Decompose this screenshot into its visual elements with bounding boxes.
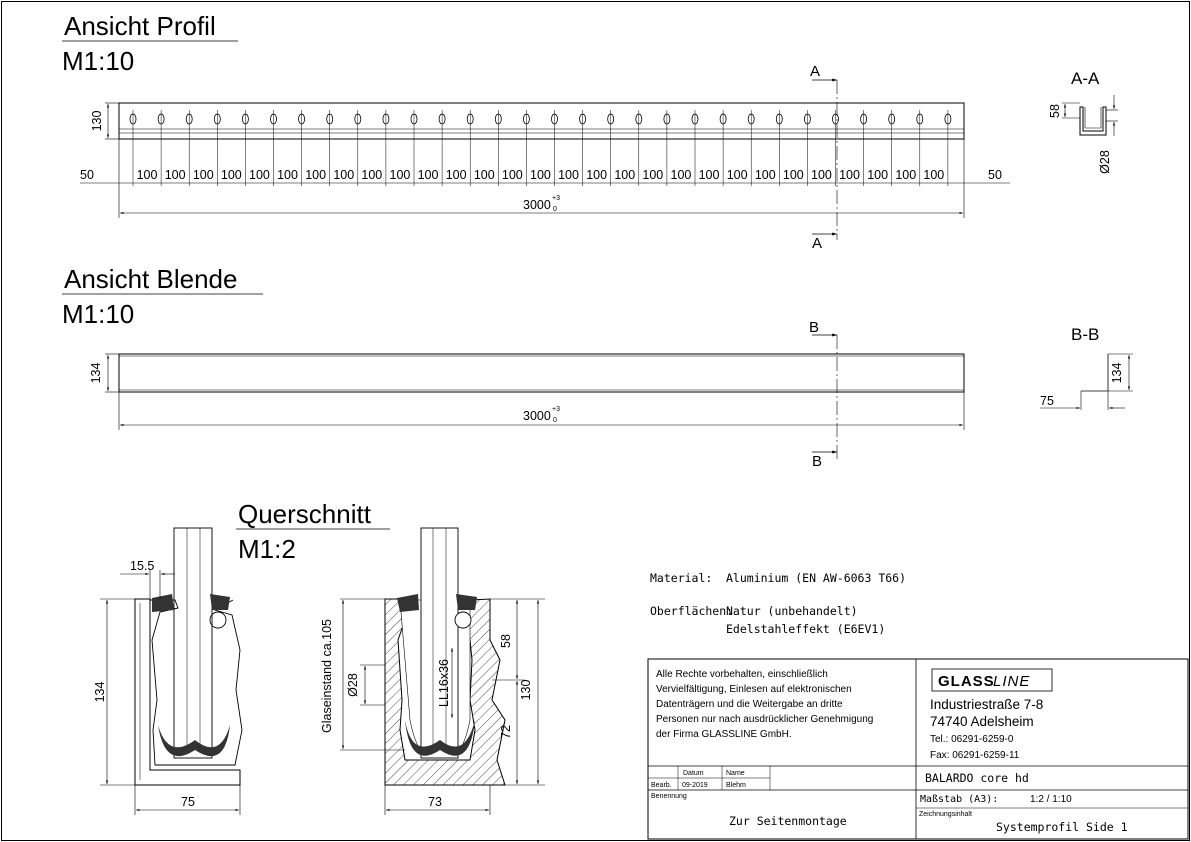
cross-left-drawing [100,528,242,815]
material-label: Material: [650,571,713,585]
querschnitt-title: Querschnitt [238,499,371,529]
cross-right-130: 130 [519,679,533,701]
profil-spacing-label: 100 [839,168,860,182]
cross-left-15: 15.5 [130,559,155,573]
profil-spacing-label: 100 [277,168,298,182]
profil-spacing-label: 100 [333,168,355,182]
profil-spacing-label: 100 [220,168,242,182]
fax: Fax: 06291-6259-11 [930,750,1020,761]
profil-spacing-label: 100 [670,168,692,182]
logo-line: LINE [993,673,1031,690]
cross-right-58: 58 [499,634,513,648]
section-bb-label: B-B [1071,325,1100,344]
rights-line: Datenträgern und die Weitergabe an dritte [656,699,843,710]
querschnitt-scale: M1:2 [238,534,296,564]
section-a-top: A [810,63,821,80]
profil-spacing-label: 100 [445,168,467,182]
cross-left-134: 134 [93,681,107,703]
surface-label: Oberflächen: [650,604,734,618]
profil-spacing-label: 100 [530,168,551,182]
profil-spacing-label: 100 [558,168,579,182]
profil-length: 3000 [523,198,551,212]
cross-right-slot: LL16x36 [437,659,451,707]
benennung-label: Benennung [651,793,687,800]
surface-1: Natur (unbehandelt) [726,604,858,618]
tel: Tel.: 06291-6259-0 [930,734,1014,745]
row-bearb: Bearb. [651,782,672,789]
titleblock-rights [656,669,873,740]
section-b-top: B [809,319,820,336]
profil-spacing-dims [133,110,948,186]
bearb-date: 09-2019 [682,782,708,789]
profil-tol-lower: 0 [553,206,557,213]
cross-left-75: 75 [181,795,195,809]
profil-spacing-label: 100 [361,168,383,182]
massstab: 1:2 / 1:10 [1030,794,1072,805]
logo-glass: GLASS [938,673,995,690]
rights-line: Alle Rechte vorbehalten, einschließlich [656,669,828,680]
blende-tol-lower: 0 [553,417,557,424]
product-name: BALARDO core hd [925,771,1029,785]
profil-edge-left: 50 [80,168,94,182]
profil-scale: M1:10 [62,46,135,76]
blende-height-dim [105,354,119,392]
profil-spacing-label: 100 [726,168,748,182]
profil-tol-upper: +3 [552,195,560,202]
blende-height-label: 134 [89,362,103,384]
profil-spacing-label: 100 [305,168,327,182]
rights-line: Vervielfältigung, Einlesen auf elektronischen [656,684,852,695]
massstab-label: Maßstab (A3): [920,794,999,805]
profil-spacing-label: 100 [417,168,439,182]
profil-height-dim [105,103,119,139]
blende-title: Ansicht Blende [64,264,238,294]
profil-spacing-label: 100 [192,168,214,182]
blende-tol-upper: +3 [552,406,560,413]
profil-spacing-label: 100 [895,168,917,182]
profil-spacing-label: 100 [782,168,804,182]
profil-title: Ansicht Profil [64,11,216,41]
rights-line: der Firma GLASSLINE GmbH. [656,729,792,740]
section-aa-drawing [1062,95,1118,136]
material-value: Aluminium (EN AW-6063 T66) [726,571,907,585]
cross-right-glass: Glaseinstand ca.105 [320,619,334,733]
section-a-bottom: A [812,235,823,252]
col-name: Name [726,770,745,777]
profil-spacing-label: 100 [586,168,608,182]
section-b-bottom: B [812,453,823,470]
profil-spacing-label: 100 [754,168,776,182]
profil-spacing-label: 100 [867,168,889,182]
section-a-line [812,80,837,240]
blende-scale: M1:10 [62,299,135,329]
col-datum: Datum [683,770,704,777]
section-bb-75: 75 [1040,394,1054,408]
profil-height-label: 130 [90,110,104,132]
section-aa-label: A-A [1071,69,1100,88]
profil-spacing-label: 100 [249,168,270,182]
benennung: Zur Seitenmontage [729,814,847,828]
section-aa-28: Ø28 [1098,150,1112,174]
section-aa-58: 58 [1048,104,1062,118]
bearb-name: Blehm [726,782,746,789]
profil-spacing-label: 100 [923,168,945,182]
blende-length: 3000 [523,409,551,423]
cross-right-28: Ø28 [346,673,360,697]
section-bb-134: 134 [1110,362,1124,384]
address-1: Industriestraße 7-8 [930,697,1044,712]
surface-2: Edelstahleffekt (E6EV1) [726,622,886,636]
profil-spacing-label: 100 [473,168,495,182]
address-2: 74740 Adelsheim [930,714,1034,729]
inhalt: Systemprofil Side 1 [996,820,1128,834]
inhalt-label: Zeichnungsinhalt [919,811,972,818]
cross-right-72: 72 [499,725,513,739]
profil-edge-right: 50 [988,168,1002,182]
profil-spacing-label: 100 [136,168,158,182]
profil-holes [130,114,951,124]
profil-spacing-label: 100 [501,168,523,182]
rights-line: Personen nur nach ausdrücklicher Genehmigung [656,714,874,725]
profil-spacing-label: 100 [698,168,720,182]
profil-spacing-label: 100 [811,168,832,182]
profil-spacing-label: 100 [164,168,186,182]
cross-right-73: 73 [428,795,442,809]
profil-spacing-label: 100 [642,168,664,182]
profil-spacing-label: 100 [389,168,411,182]
profil-spacing-label: 100 [614,168,636,182]
